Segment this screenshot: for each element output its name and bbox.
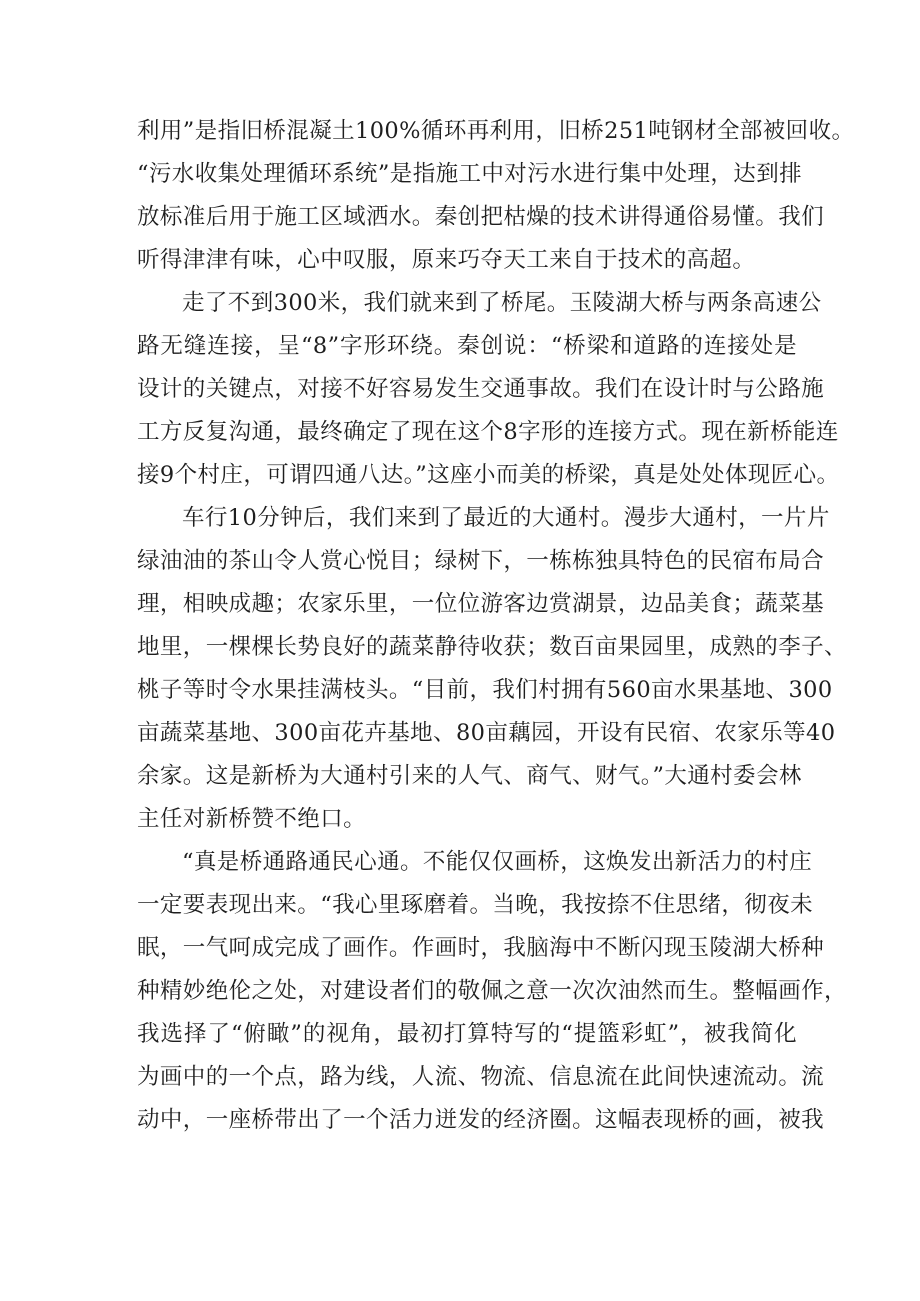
paragraph-first-line: 走了不到300米，我们就来到了桥尾。玉陵湖大桥与两条高速公 — [182, 290, 822, 316]
text-line: 眠，一气呵成完成了画作。作画时，我脑海中不断闪现玉陵湖大桥种 — [137, 935, 825, 961]
text-line: 设计的关键点，对接不好容易发生交通事故。我们在设计时与公路施 — [137, 376, 825, 402]
text-line: 一定要表现出来。“我心里琢磨着。当晚，我按捺不住思绪，彻夜未 — [137, 892, 814, 918]
text-line: 动中，一座桥带出了一个活力迸发的经济圈。这幅表现桥的画，被我 — [137, 1107, 825, 1133]
text-line: 我选择了“俯瞰”的视角，最初打算特写的“提篮彩虹”，被我简化 — [137, 1021, 797, 1047]
text-line: 放标准后用于施工区域洒水。秦创把枯燥的技术讲得通俗易懂。我们 — [137, 204, 825, 230]
text-line: 绿油油的茶山令人赏心悦目；绿树下，一栋栋独具特色的民宿布局合 — [137, 548, 825, 574]
text-line: 地里，一棵棵长势良好的蔬菜静待收获；数百亩果园里，成熟的李子、 — [137, 634, 847, 660]
text-line: 种精妙绝伦之处，对建设者们的敬佩之意一次次油然而生。整幅画作， — [137, 978, 847, 1004]
text-line: 桃子等时令水果挂满枝头。“目前，我们村拥有560亩水果基地、300 — [137, 677, 833, 703]
text-line: 工方反复沟通，最终确定了现在这个8字形的连接方式。现在新桥能连 — [137, 419, 839, 445]
text-line: “污水收集处理循环系统”是指施工中对污水进行集中处理，达到排 — [137, 161, 803, 187]
article-body — [137, 110, 855, 1142]
text-line: 利用”是指旧桥混凝土100%循环再利用，旧桥251吨钢材全部被回收。 — [137, 118, 855, 144]
text-line: 为画中的一个点，路为线，人流、物流、信息流在此间快速流动。流 — [137, 1064, 825, 1090]
text-line: 接9个村庄，可谓四通八达。”这座小而美的桥梁，真是处处体现匠心。 — [137, 462, 840, 488]
paragraph-first-line: “真是桥通路通民心通。不能仅仅画桥，这焕发出新活力的村庄 — [182, 849, 813, 875]
text-line: 亩蔬菜基地、300亩花卉基地、80亩藕园，开设有民宿、农家乐等40 — [137, 720, 836, 746]
text-line: 听得津津有味，心中叹服，原来巧夺天工来自于技术的高超。 — [137, 247, 756, 273]
text-line: 余家。这是新桥为大通村引来的人气、商气、财气。”大通村委会林 — [137, 763, 802, 789]
text-line: 理，相映成趣；农家乐里，一位位游客边赏湖景，边品美食；蔬菜基 — [137, 591, 825, 617]
text-line: 主任对新桥赞不绝口。 — [137, 806, 367, 832]
text-line: 路无缝连接，呈“8”字形环绕。秦创说：“桥梁和道路的连接处是 — [137, 333, 797, 359]
paragraph-first-line: 车行10分钟后，我们来到了最近的大通村。漫步大通村，一片片 — [182, 505, 830, 531]
